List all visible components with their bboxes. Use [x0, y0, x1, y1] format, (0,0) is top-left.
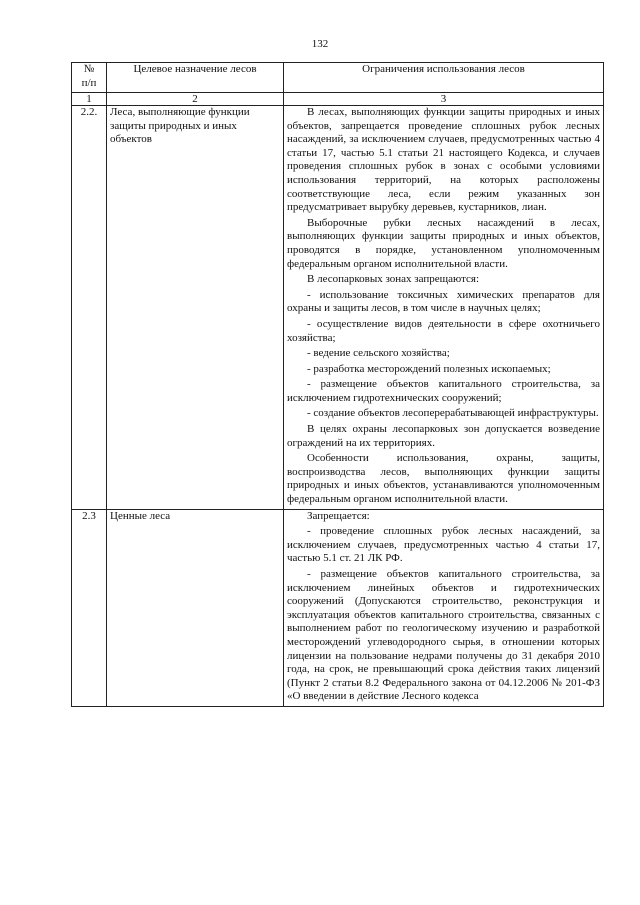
forest-restrictions-table: [71, 62, 604, 707]
restriction-paragraph: Запрещается:: [307, 509, 370, 522]
restriction-paragraph: - осуществление видов деятельности в сфере охотничьего хозяйства;: [287, 317, 600, 344]
row-restrictions: [284, 106, 604, 510]
row-restrictions: [284, 509, 604, 706]
restriction-paragraph: - размещение объектов капитального строительства, за исключением линейных объектов и гидротехнических сооружений (Допускаются строительство, реконструкция и эксплуатация объектов капитального строительства, связанных с выполнением работ по геологическому изучению и разработкой месторождений углеводородного сырья, в отношении которых лицензии на пользование недрами получены до 31 декабря 2010 года, на срок, не превышающий срока действия таких лицензий (Пункт 2 статьи 8.2 Федерального закона от 04.12.2006 № 201-ФЗ «О введении в действие Лесного кодекса: [287, 568, 600, 703]
restriction-paragraph: - разработка месторождений полезных ископаемых;: [307, 362, 551, 375]
page-number: 132: [311, 38, 329, 50]
header-purpose: Целевое назначение лесов: [107, 63, 284, 93]
restriction-paragraph: Особенности использования, охраны, защиты, воспроизводства лесов, выполняющих функции защиты природных и иных объектов, устанавливаются уполномоченным федеральным органом исполнительной власти.: [287, 452, 600, 506]
column-number: 1: [72, 93, 107, 106]
restriction-paragraph: В лесопарковых зонах запрещаются:: [307, 273, 480, 286]
header-restrictions: Ограничения использования лесов: [284, 63, 604, 93]
column-number: 3: [284, 93, 604, 106]
row-number: 2.2.: [72, 106, 107, 510]
restriction-paragraph: В лесах, выполняющих функции защиты природных и иных объектов, запрещается проведение сплошных рубок лесных насаждений, за исключением случаев, предусмотренных частью 4 статьи 17, частью 5.1 статьи 21 настоящего Кодекса, и случаев проведения сплошных рубок в зонах с особыми условиями использования территорий, на которых расположены соответствующие леса, если режим указанных зон предусматривает вырубку деревьев, кустарников, лиан.: [287, 106, 600, 214]
restriction-paragraph: - создание объектов лесоперерабатывающей инфраструктуры.: [307, 407, 599, 420]
column-number: 2: [107, 93, 284, 106]
restriction-paragraph: - использование токсичных химических препаратов для охраны и защиты лесов, в том числе в научных целях;: [287, 288, 600, 315]
restriction-paragraph: - проведение сплошных рубок лесных насаждений, за исключением случаев, предусмотренных частью 4 статьи 17, частью 5.1 ст. 21 ЛК РФ.: [287, 525, 600, 565]
row-number: 2.3: [72, 509, 107, 706]
header-number-symbol: №: [83, 63, 95, 75]
column-number-row: [72, 93, 604, 106]
header-number-abbr: п/п: [81, 76, 97, 89]
row-purpose: Ценные леса: [107, 509, 284, 706]
restriction-paragraph: Выборочные рубки лесных насаждений в лесах, выполняющих функции защиты природных и иных объектов, проводятся в порядке, установленном уполномоченным федеральным органом исполнительной власти.: [287, 216, 600, 270]
restriction-paragraph: В целях охраны лесопарковых зон допускается возведение ограждений на их территориях.: [287, 423, 600, 449]
row-purpose: Леса, выполняющие функции защиты природных и иных объектов: [107, 106, 284, 510]
table-row: [72, 106, 604, 510]
table-header-row: [72, 63, 604, 93]
table-row: [72, 509, 604, 706]
restriction-paragraph: - ведение сельского хозяйства;: [307, 347, 450, 360]
header-number: [72, 63, 107, 93]
restriction-paragraph: - размещение объектов капитального строительства, за исключением гидротехнических сооружений;: [287, 378, 600, 404]
